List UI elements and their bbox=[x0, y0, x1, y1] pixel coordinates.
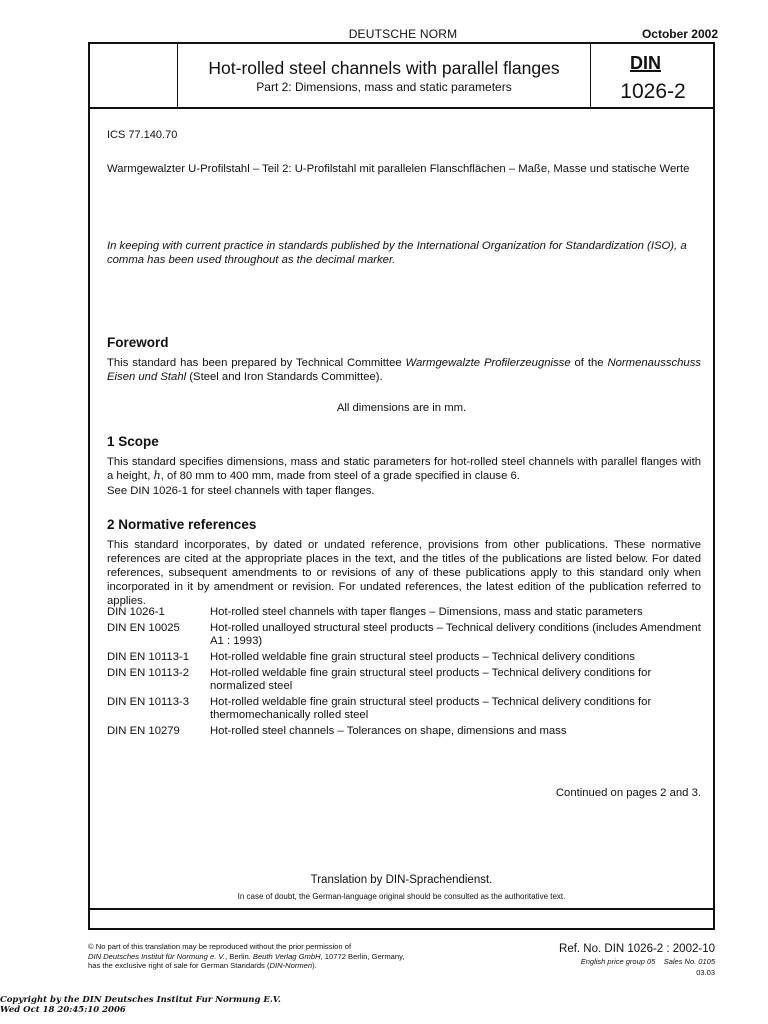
reference-code: DIN EN 10113-3 bbox=[107, 696, 190, 708]
reference-row bbox=[107, 651, 703, 667]
german-title: Warmgewalzter U-Profilstahl – Teil 2: U-Profilstahl mit parallelen Flanschflächen – Maße, Masse und statische Werte bbox=[107, 163, 690, 175]
footer-copyright-note: © No part of this translation may be reproduced without the prior permission of DIN Deutsches Institut für Normung e. V., Berlin. Beuth Verlag GmbH, 10772 Berlin, Germany, has the exclusive right of sale for German Standards (DIN-Normen). bbox=[88, 942, 405, 970]
reference-code: DIN EN 10113-2 bbox=[107, 667, 190, 679]
reference-row bbox=[107, 667, 703, 696]
dimensions-note: All dimensions are in mm. bbox=[336, 402, 467, 414]
foreword-heading: Foreword bbox=[107, 335, 169, 350]
reference-title: Hot-rolled unalloyed structural steel products – Technical delivery conditions (includes Amendment A1 : 1993) bbox=[210, 622, 701, 647]
scope-see-also: See DIN 1026-1 for steel channels with taper flanges. bbox=[107, 485, 375, 497]
height-symbol: h bbox=[153, 469, 161, 482]
reference-code: DIN EN 10113-1 bbox=[107, 651, 190, 663]
reference-title: Hot-rolled steel channels – Tolerances on shape, dimensions and mass bbox=[210, 725, 567, 737]
standards-body-name: Normenausschuss Eisen und Stahl bbox=[107, 357, 702, 383]
reference-title: Hot-rolled weldable fine grain structural steel products – Technical delivery conditions for normalized steel bbox=[210, 667, 652, 692]
references-table bbox=[107, 606, 703, 741]
reference-title: Hot-rolled steel channels with taper flanges – Dimensions, mass and static parameters bbox=[210, 606, 643, 618]
iso-note: In keeping with current practice in standards published by the International Organization for Standardization (ISO), a comma has been used throughout as the decimal marker. bbox=[107, 240, 687, 266]
reference-number: Ref. No. DIN 1026-2 : 2002-10 bbox=[559, 943, 715, 955]
committee-name: Warmgewalzte Profilerzeugnisse bbox=[405, 357, 571, 369]
publication-date: October 2002 bbox=[641, 27, 718, 41]
continued-note: Continued on pages 2 and 3. bbox=[555, 787, 701, 799]
reference-row bbox=[107, 622, 703, 651]
ics-code: ICS 77.140.70 bbox=[107, 129, 178, 141]
norm-label: DEUTSCHE NORM bbox=[348, 27, 458, 41]
reference-title: Hot-rolled weldable fine grain structural steel products – Technical delivery conditions bbox=[210, 651, 635, 663]
normative-text: This standard incorporates, by dated or undated reference, provisions from other publications. These normative references are cited at the appropriate places in the text, and the titles of the publications are listed below. For dated references, subsequent amendments to or revisions of any of these publications apply to this standard only when incorporated in it by amendment or revision. For undated references, the latest edition of the publication referred to applies. bbox=[107, 539, 701, 607]
din-number: 1026-2 bbox=[620, 80, 686, 103]
reference-code: DIN 1026-1 bbox=[107, 606, 165, 618]
print-code: 03.03 bbox=[696, 968, 715, 977]
copyright-stamp: Copyright by the DIN Deutsches Institut Fur Normung E.V. Wed Oct 18 20:45:10 2006 bbox=[0, 995, 281, 1015]
doubt-note: In case of doubt, the German-language original should be consulted as the authoritative text. bbox=[237, 892, 566, 901]
foreword-text: This standard has been prepared by Technical Committee Warmgewalzte Profilerzeugnisse of the Normenausschuss Eisen und Stahl (Steel and Iron Standards Committee). bbox=[107, 357, 702, 383]
din-logo: DIN bbox=[630, 53, 661, 73]
translation-note: Translation by DIN-Sprachendienst. bbox=[310, 874, 493, 886]
document-subtitle: Part 2: Dimensions, mass and static parameters bbox=[256, 80, 512, 94]
scope-heading: 1 Scope bbox=[107, 434, 159, 449]
reference-code: DIN EN 10025 bbox=[107, 622, 180, 634]
reference-row bbox=[107, 725, 703, 741]
reference-code: DIN EN 10279 bbox=[107, 725, 180, 737]
reference-title: Hot-rolled weldable fine grain structural steel products – Technical delivery conditions for thermomechanically rolled steel bbox=[210, 696, 652, 721]
header-left-cell bbox=[88, 42, 178, 109]
reference-row bbox=[107, 606, 703, 622]
frame-inner-rule bbox=[88, 908, 715, 910]
normative-heading: 2 Normative references bbox=[107, 517, 257, 532]
scope-text: This standard specifies dimensions, mass and static parameters for hot-rolled steel channels with parallel flanges with a height, h, of 80 mm to 400 mm, made from steel of a grade specified in clause 6. bbox=[107, 456, 701, 482]
document-title: Hot-rolled steel channels with parallel flanges bbox=[208, 58, 560, 78]
price-info: English price group 05 Sales No. 0105 bbox=[580, 957, 715, 966]
reference-row bbox=[107, 696, 703, 725]
